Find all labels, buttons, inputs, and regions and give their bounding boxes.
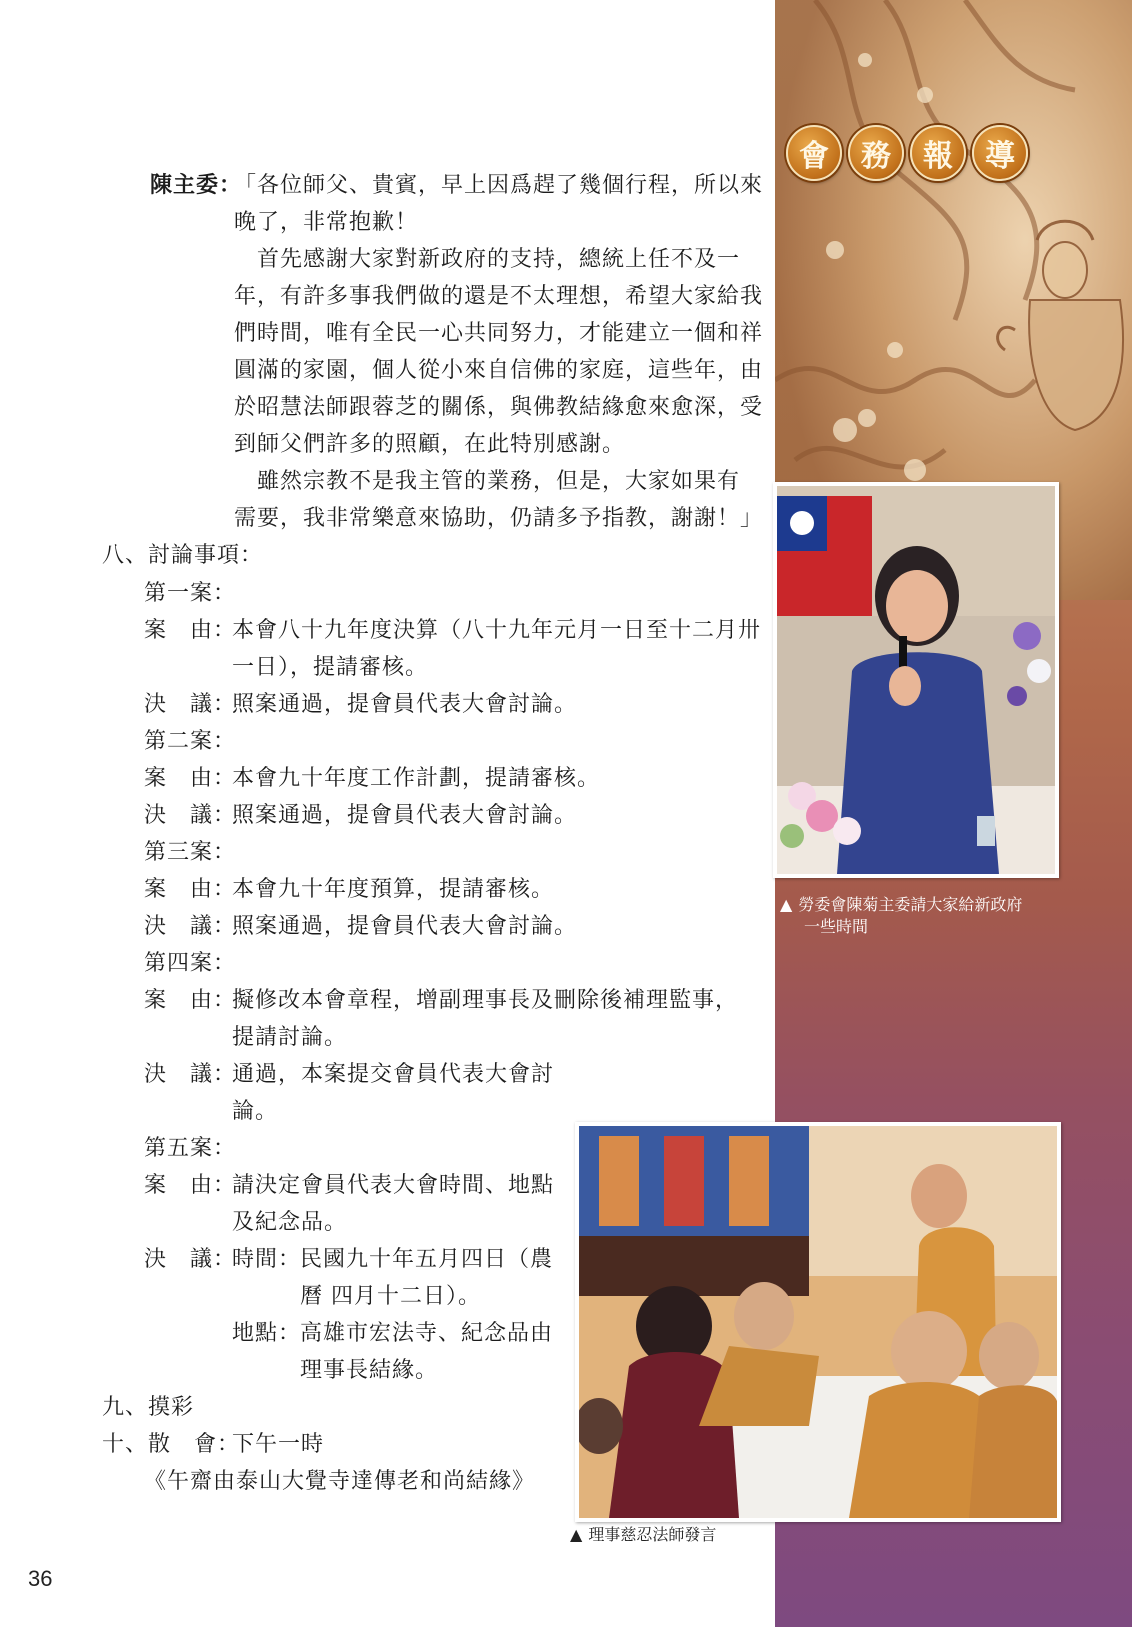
case-label: 案 由： (144, 766, 237, 791)
section-badge: 會 (786, 125, 842, 181)
case-text: 高雄市宏法寺、紀念品由 (300, 1321, 554, 1346)
case-title: 第四案： (144, 951, 237, 976)
section-heading: 八、討論事項： (102, 543, 264, 568)
case-text: 曆 四月十二日）。 (300, 1284, 481, 1309)
section-title-badges (786, 125, 1028, 181)
case-text: 提請討論。 (232, 1025, 348, 1050)
page-number: 36 (28, 1566, 53, 1591)
speech-line: 到師父們許多的照顧，在此特別感謝。 (234, 432, 626, 457)
speech-line: 年，有許多事我們做的還是不太理想，希望大家給我 (234, 284, 764, 309)
case-label: 案 由： (144, 1173, 237, 1198)
case-title: 第一案： (144, 581, 237, 606)
photo-caption-bottom: ▲ 理事慈忍法師發言 (570, 1525, 717, 1544)
sub-label: 時間： (232, 1247, 302, 1272)
speech-line: 需要，我非常樂意來協助，仍請多予指教，謝謝！」 (234, 506, 764, 531)
speech-line: 雖然宗教不是我主管的業務，但是，大家如果有 (234, 469, 741, 494)
case-label: 決 議： (144, 692, 237, 717)
photo-caption-top: ▲ 勞委會陳菊主委請大家給新政府 一些時間 (780, 895, 1023, 936)
case-text: 論。 (232, 1099, 279, 1124)
case-text: 照案通過，提會員代表大會討論。 (232, 803, 578, 828)
case-text: 下午一時 (232, 1432, 325, 1457)
case-text: 照案通過，提會員代表大會討論。 (232, 914, 578, 939)
case-label: 決 議： (144, 1062, 237, 1087)
case-label: 決 議： (144, 1247, 237, 1272)
case-label: 決 議： (144, 914, 237, 939)
case-label: 案 由： (144, 618, 237, 643)
speech-line: 首先感謝大家對新政府的支持，總統上任不及一 (234, 247, 741, 272)
case-title: 第二案： (144, 729, 237, 754)
speech-line: 圓滿的家園，個人從小來自信佛的家庭，這些年，由 (234, 358, 764, 383)
case-text: 本會九十年度工作計劃，提請審核。 (232, 766, 601, 791)
case-label: 決 議： (144, 803, 237, 828)
case-text: 請決定會員代表大會時間、地點 (232, 1173, 555, 1198)
triangle-marker-icon: ▲ (780, 895, 793, 914)
case-label: 案 由： (144, 988, 237, 1013)
case-text: 本會九十年度預算，提請審核。 (232, 877, 555, 902)
case-title: 第五案： (144, 1136, 237, 1161)
speech-line: 「各位師父、貴賓，早上因爲趕了幾個行程，所以來 (234, 173, 764, 198)
photo-meeting (575, 1122, 1061, 1522)
section-heading: 九、摸彩 (102, 1395, 195, 1420)
closing-note: 《午齋由泰山大覺寺達傳老和尚結緣》 (144, 1469, 536, 1494)
case-label: 案 由： (144, 877, 237, 902)
triangle-marker-icon: ▲ (570, 1525, 583, 1544)
section-badge: 務 (848, 125, 904, 181)
case-text: 通過，本案提交會員代表大會討 (232, 1062, 555, 1087)
speech-line: 們時間，唯有全民一心共同努力，才能建立一個和祥 (234, 321, 764, 346)
case-title: 第三案： (144, 840, 237, 865)
case-text: 民國九十年五月四日（農 (300, 1247, 554, 1272)
photo-speaker (773, 482, 1059, 878)
speaker-label: 陳主委： (150, 173, 243, 198)
case-text: 及紀念品。 (232, 1210, 348, 1235)
section-badge: 報 (910, 125, 966, 181)
case-text: 照案通過，提會員代表大會討論。 (232, 692, 578, 717)
case-text: 理事長結緣。 (300, 1358, 439, 1383)
section-heading: 十、散 會： (102, 1432, 241, 1457)
sub-label: 地點： (232, 1321, 302, 1346)
speech-line: 晚了，非常抱歉！ (234, 210, 419, 235)
speech-line: 於昭慧法師跟蓉芝的關係，與佛教結緣愈來愈深，受 (234, 395, 764, 420)
case-text: 擬修改本會章程，增副理事長及刪除後補理監事， (232, 988, 739, 1013)
case-text: 本會八十九年度決算（八十九年元月一日至十二月卅 (232, 618, 762, 643)
section-badge: 導 (972, 125, 1028, 181)
case-text: 一日），提請審核。 (232, 655, 429, 680)
